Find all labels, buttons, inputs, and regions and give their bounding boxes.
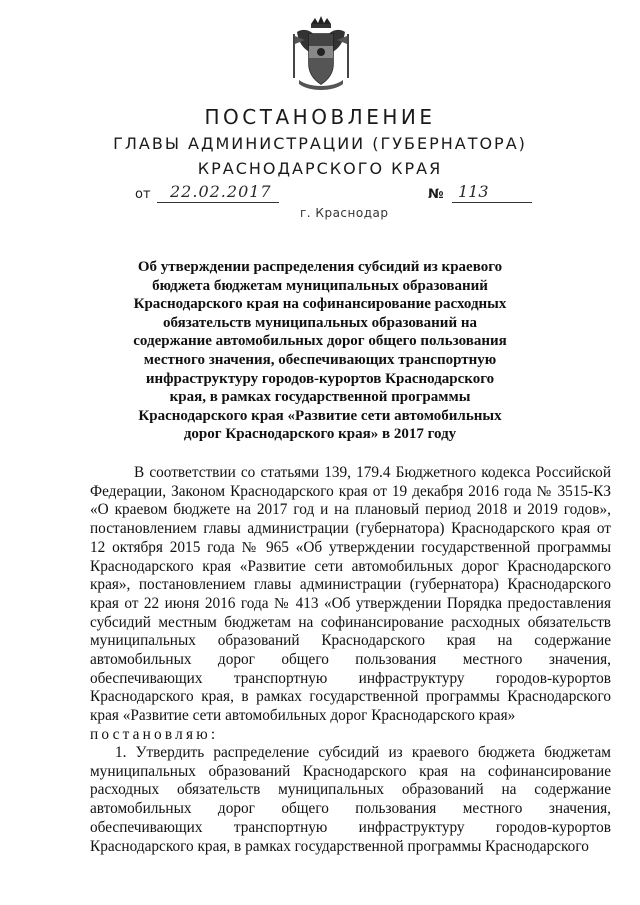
document-number: 113 xyxy=(458,182,489,201)
decree-word: постановляю: xyxy=(90,725,219,743)
date-underline xyxy=(157,202,279,203)
authority-heading: ГЛАВЫ АДМИНИСТРАЦИИ (ГУБЕРНАТОРА) xyxy=(113,134,527,153)
coat-of-arms-icon xyxy=(289,14,353,94)
document-type-heading: ПОСТАНОВЛЕНИЕ xyxy=(204,105,436,129)
preamble-paragraph xyxy=(90,464,611,745)
region-heading: КРАСНОДАРСКОГО КРАЯ xyxy=(197,159,443,178)
document-title: Об утверждении распределения субсидий из краевого бюджета бюджетам муниципальных образований Краснодарского края на софинансирование расходных обязательств муниципальных образований на содержание автомобильных дорог общего пользования местного значения, обеспечивающих транспортную инфраструктуру городов-курортов Краснодарского края, в рамках государственной программы Краснодарского края «Развитие сети автомобильных дорог Краснодарского края» в 2017 году xyxy=(133,259,507,443)
number-label: № xyxy=(428,187,444,202)
date-label: от xyxy=(135,187,151,202)
document-city: г. Краснодар xyxy=(300,206,389,220)
number-underline xyxy=(452,202,532,203)
document-date: 22.02.2017 xyxy=(170,182,272,201)
preamble-text: В соответствии со статьями 139, 179.4 Бюджетного кодекса Российской Федерации, Законом Краснодарского края от 19 декабря 2016 года № 3515-КЗ «О краевом бюджете на 2017 год и на плановый период 2018 и 2019 годов», постановлением главы администрации (губернатора) Краснодарского края от 12 октября 2015 года № 965 «Об утверждении государственной программы Краснодарского края «Развитие сети автомобильных дорог Краснодарского края», постановлением главы администрации (губернатора) Краснодарского края от 22 июня 2016 года № 413 «Об утверждении Порядка предоставления субсидий местным бюджетам на софинансирование расходных обязательств муниципальных образований Краснодарского края на содержание автомобильных дорог общего пользования местного значения, обеспечивающих транспортную инфраструктуру городов-курортов Краснодарского края, в рамках государственной программы Краснодарского края «Развитие сети автомобильных дорог Краснодарского края» xyxy=(90,464,611,725)
clause-1-paragraph: 1. Утвердить распределение субсидий из краевого бюджета бюджетам муниципальных образований Краснодарского края на софинансирование расходных обязательств муниципальных образований на содержание автомобильных дорог общего пользования местного значения, обеспечивающих транспортную инфраструктуру городов-курортов Краснодарского края, в рамках государственной программы Краснодарского xyxy=(90,744,611,855)
